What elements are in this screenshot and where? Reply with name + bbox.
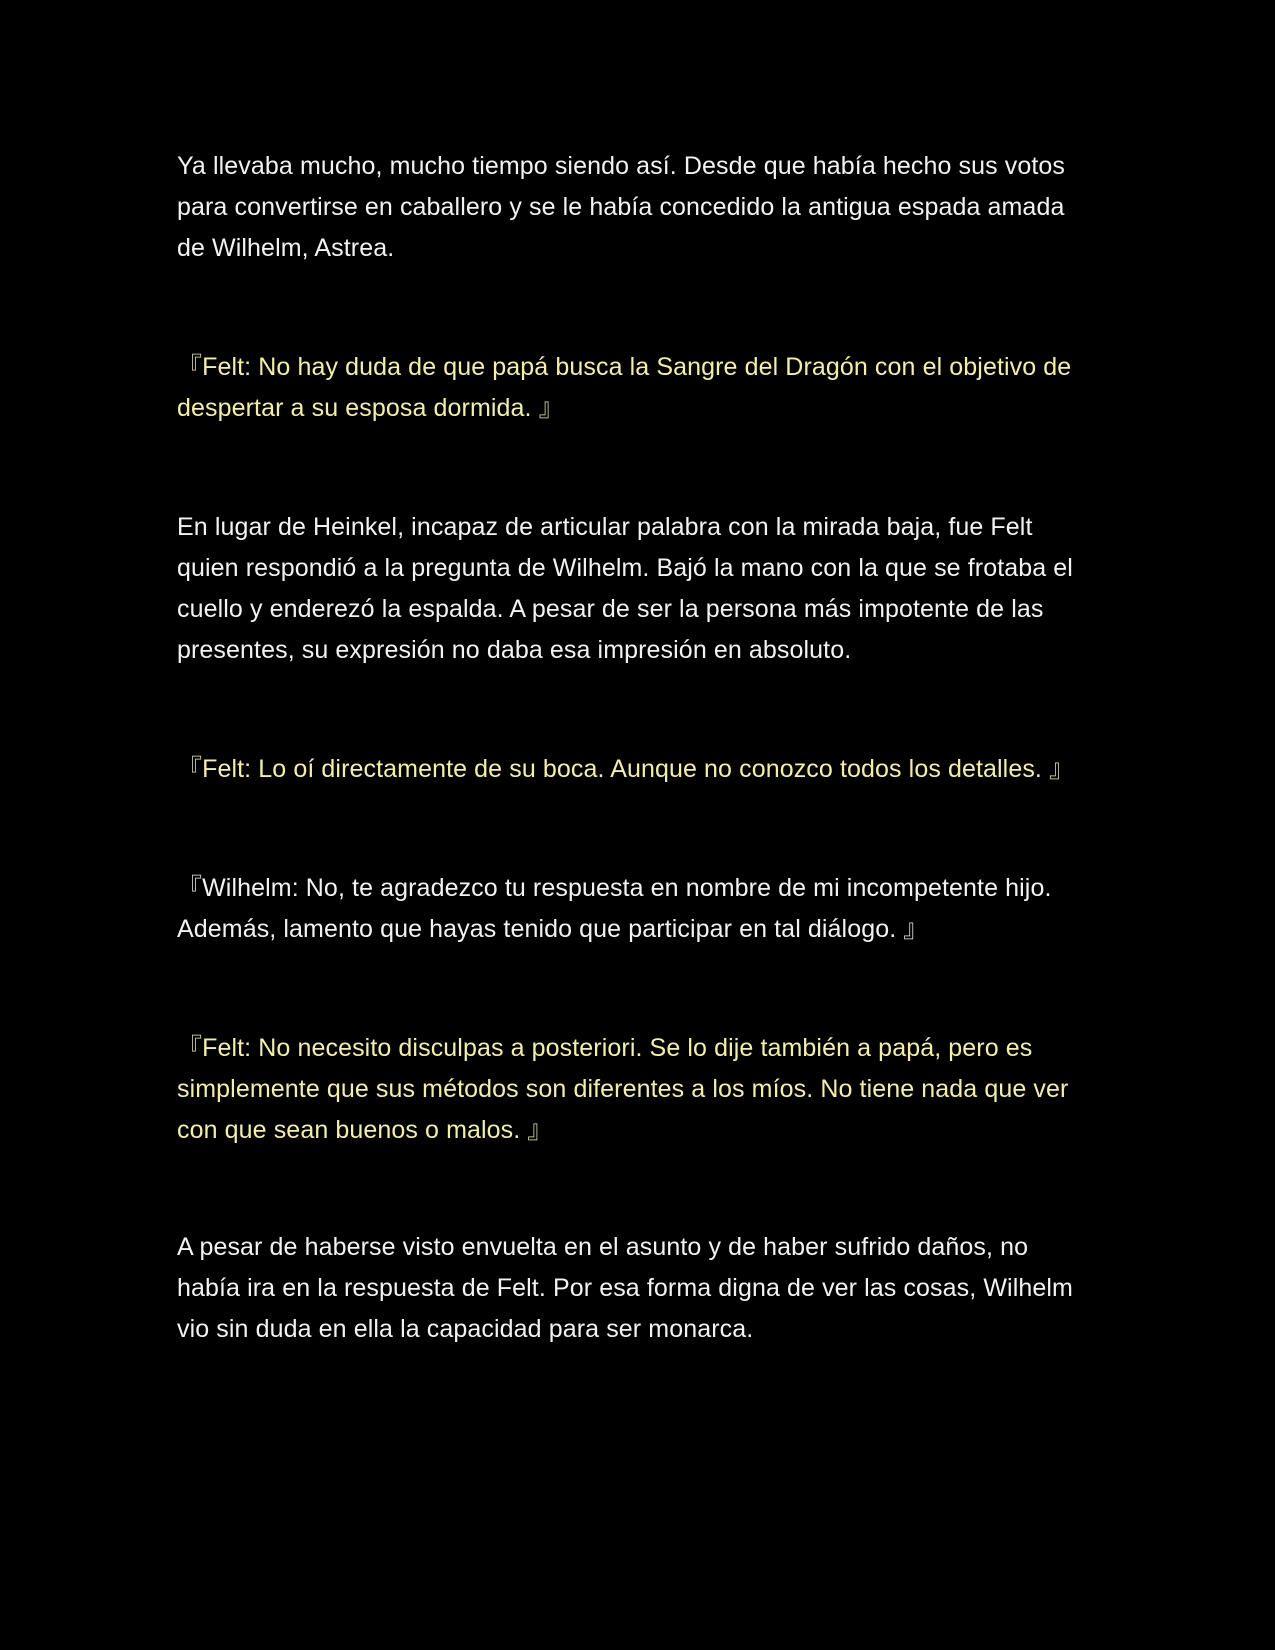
narration-paragraph: Ya llevaba mucho, mucho tiempo siendo así. Desde que había hecho sus votos para convertirse en caballero y se le había concedido la antigua espada amada de Wilhelm, Astrea.	[177, 152, 1066, 262]
narration-paragraph: A pesar de haberse visto envuelta en el asunto y de haber sufrido daños, no había ira en la respuesta de Felt. Por esa forma digna de ver las cosas, Wilhelm vio sin duda en ella la capacidad para ser monarca.	[177, 1233, 1073, 1343]
dialogue-felt: 『Felt: No necesito disculpas a posteriori. Se lo dije también a papá, pero es simplemente que sus métodos son diferentes a los míos. No tiene nada que ver con que sean buenos o malos. 』	[177, 1034, 1069, 1144]
document-body	[177, 146, 1097, 1350]
dialogue-felt: 『Felt: Lo oí directamente de su boca. Aunque no conozco todos los detalles. 』	[177, 755, 1075, 783]
dialogue-felt: 『Felt: No hay duda de que papá busca la Sangre del Dragón con el objetivo de despertar a su esposa dormida. 』	[177, 353, 1072, 422]
narration-paragraph: En lugar de Heinkel, incapaz de articular palabra con la mirada baja, fue Felt quien respondió a la pregunta de Wilhelm. Bajó la mano con la que se frotaba el cuello y enderezó la espalda. A pesar de ser la persona más impotente de las presentes, su expresión no daba esa impresión en absoluto.	[177, 513, 1073, 664]
dialogue-wilhelm: 『Wilhelm: No, te agradezco tu respuesta en nombre de mi incompetente hijo. Además, lamento que hayas tenido que participar en tal diálogo. 』	[177, 874, 1052, 943]
